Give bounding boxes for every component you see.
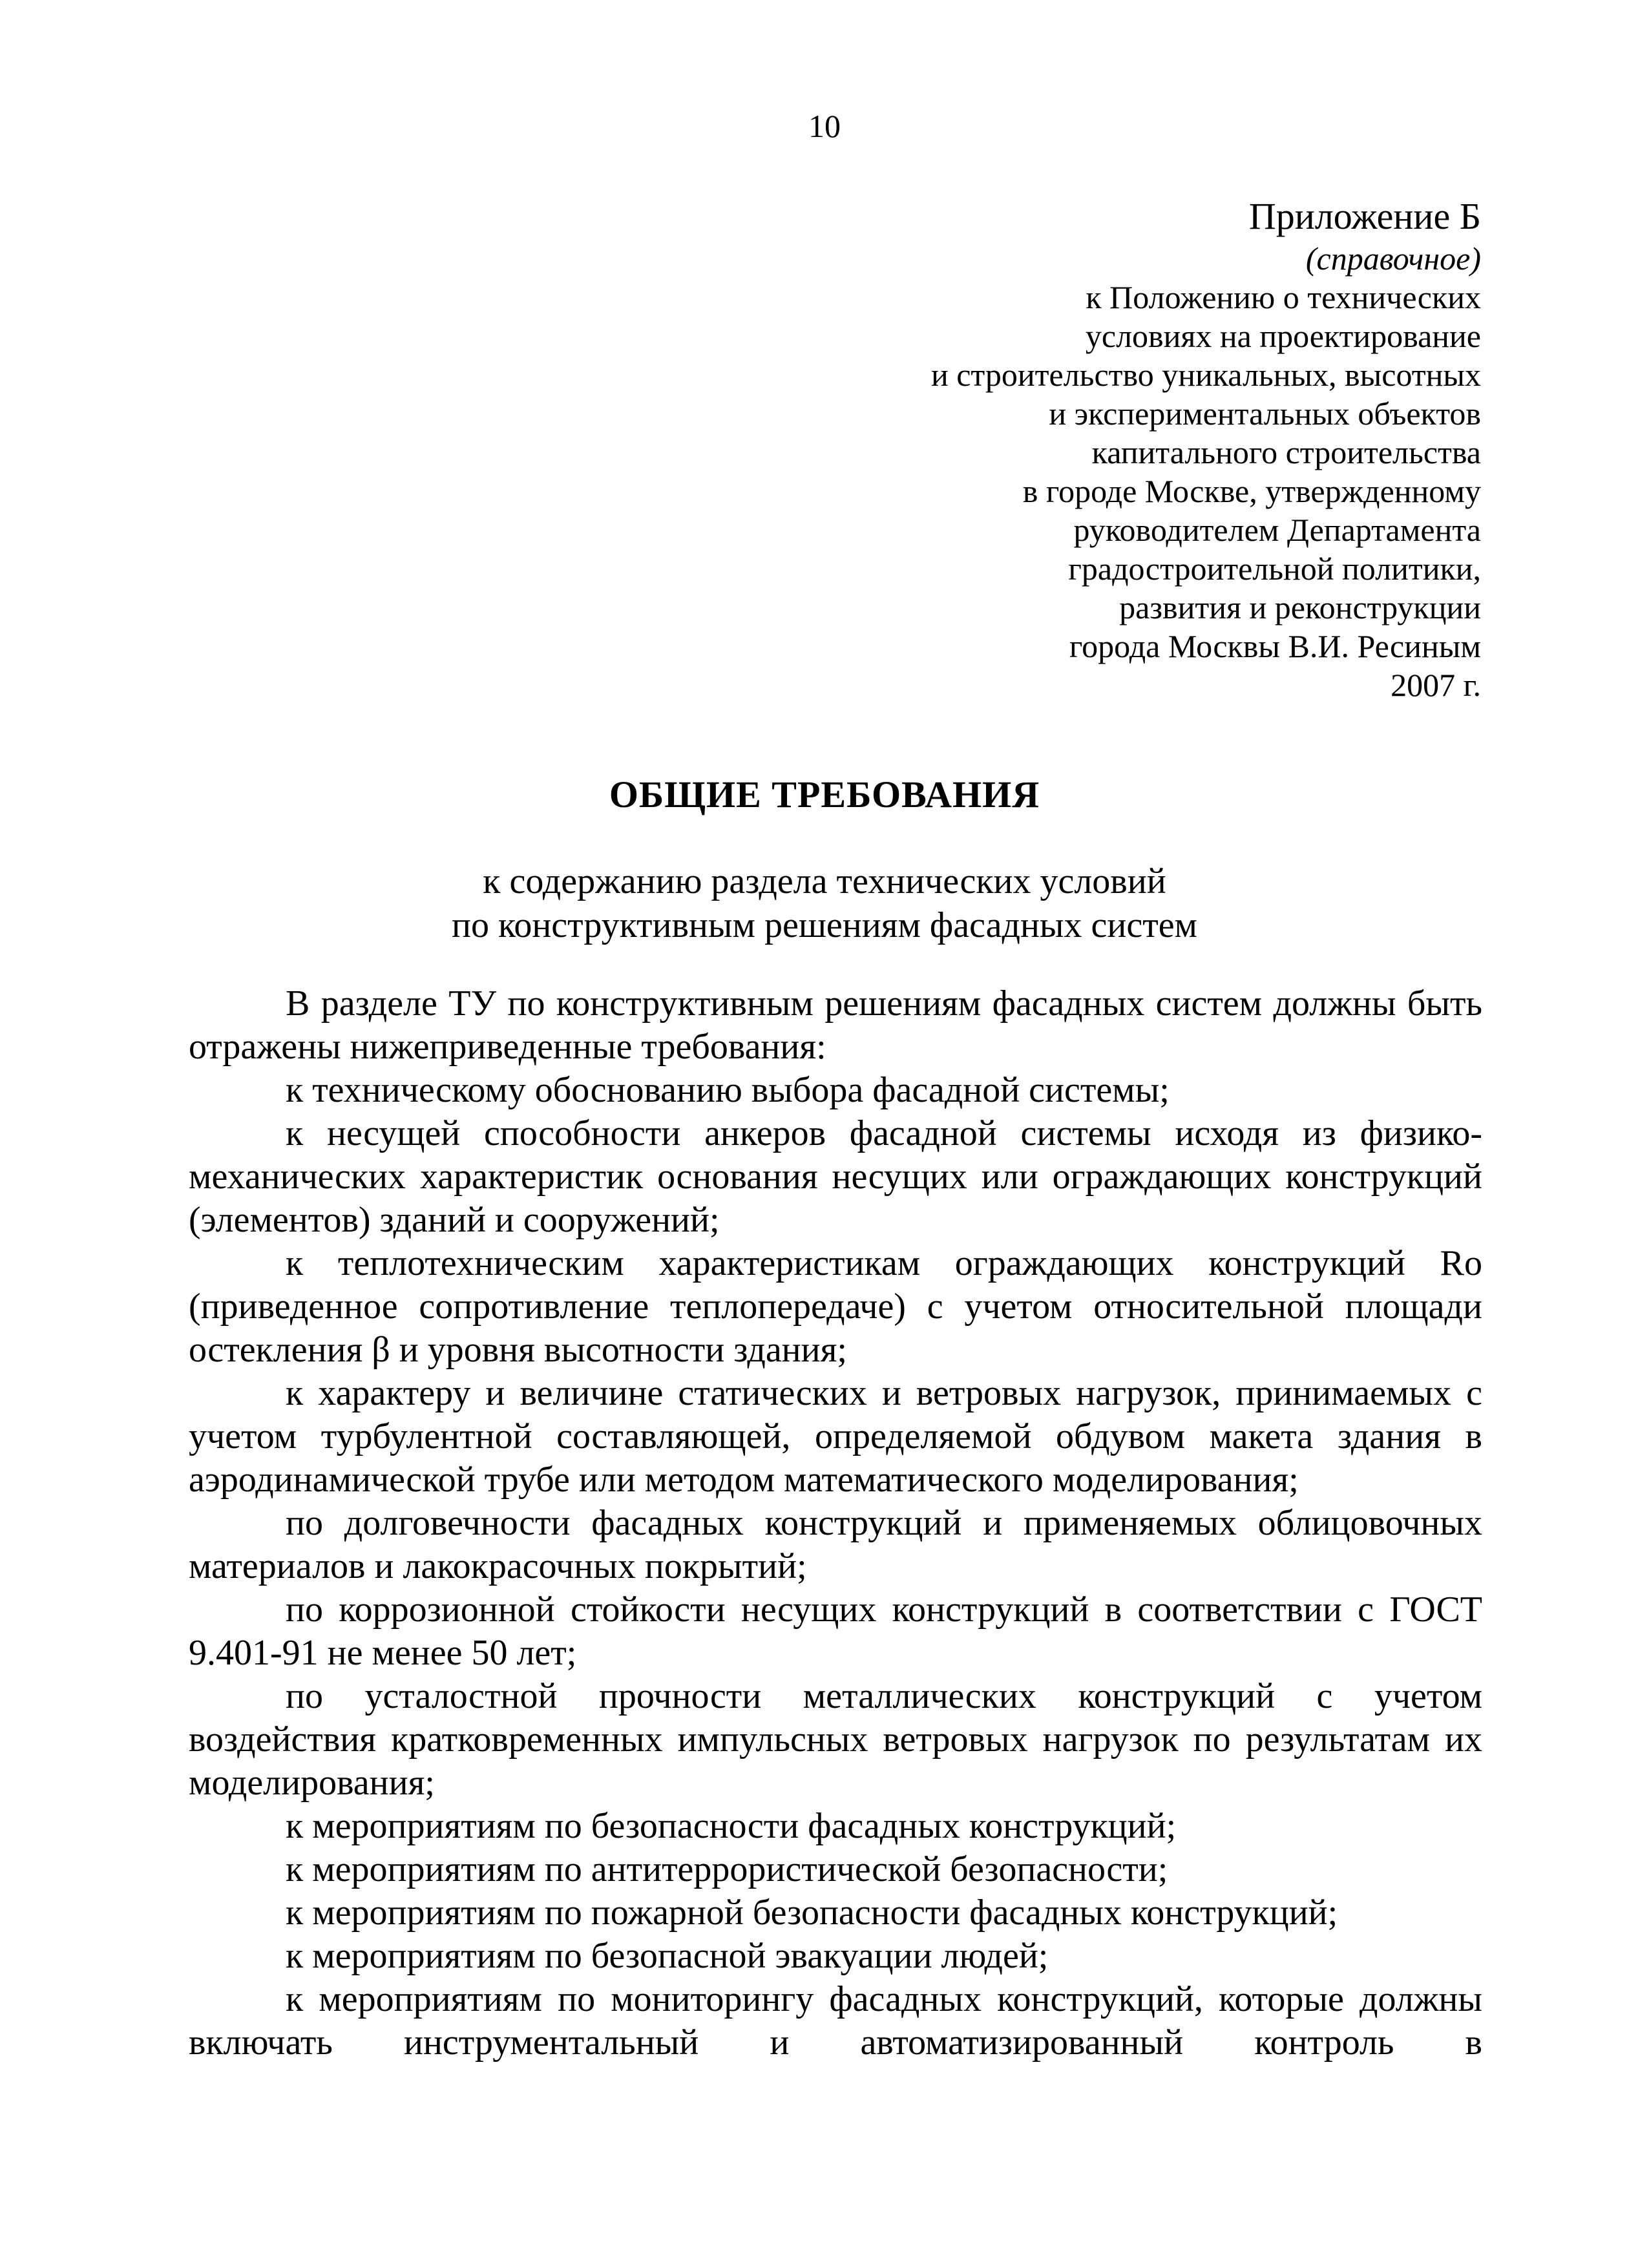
appendix-block: [576, 194, 1481, 704]
paragraph: В разделе ТУ по конструктивным решениям фасадных систем должны быть отражены нижеприведенные требования:: [189, 983, 1482, 1067]
document-subheading: [0, 859, 1649, 947]
paragraph: к мероприятиям по антитеррористической безопасности;: [286, 1849, 1168, 1889]
appendix-line: и строительство уникальных, высотных: [930, 357, 1481, 393]
paragraph: по усталостной прочности металлических конструкций с учетом воздействия кратковременных импульсных ветровых нагрузок по результатам их моделирования;: [189, 1676, 1482, 1803]
appendix-line: развития и реконструкции: [1119, 589, 1481, 625]
appendix-type: (справочное): [1305, 240, 1481, 277]
paragraph: к техническому обоснованию выбора фасадной системы;: [286, 1070, 1170, 1110]
appendix-line: руководителем Департамента: [1073, 512, 1481, 548]
paragraph: к мероприятиям по мониторингу фасадных конструкций, которые должны включать инструментальный и автоматизированный контроль в: [189, 1979, 1482, 2063]
appendix-title: Приложение Б: [1248, 195, 1481, 237]
appendix-line: условиях на проектирование: [1085, 318, 1481, 354]
paragraph: к мероприятиям по безопасности фасадных конструкций;: [286, 1806, 1177, 1846]
appendix-line: к Положению о технических: [1086, 279, 1481, 315]
appendix-line: города Москвы В.И. Ресиным: [1069, 628, 1481, 664]
paragraph: по коррозионной стойкости несущих конструкций в соответствии с ГОСТ 9.401-91 не менее 50 лет;: [189, 1590, 1482, 1673]
subheading-line-1: к содержанию раздела технических условий: [483, 861, 1166, 901]
paragraph: к несущей способности анкеров фасадной системы исходя из физико-механических характеристик основания несущих или ограждающих конструкций (элементов) зданий и сооружений;: [189, 1113, 1482, 1240]
appendix-line: градостроительной политики,: [1068, 551, 1481, 587]
paragraph: к теплотехническим характеристикам ограждающих конструкций Ro (приведенное сопротивление теплопередаче) с учетом относительной площади остекления β и уровня высотности здания;: [189, 1243, 1482, 1370]
paragraph: к мероприятиям по пожарной безопасности фасадных конструкций;: [286, 1893, 1338, 1933]
subheading-line-2: по конструктивным решениям фасадных систем: [452, 905, 1197, 945]
document-heading: ОБЩИЕ ТРЕБОВАНИЯ: [609, 773, 1040, 815]
paragraph: по долговечности фасадных конструкций и применяемых облицовочных материалов и лакокрасочных покрытий;: [189, 1503, 1482, 1586]
appendix-line: в городе Москве, утвержденному: [1022, 473, 1481, 509]
appendix-line: капитального строительства: [1091, 434, 1481, 470]
page-number: 10: [808, 108, 841, 144]
paragraph: к характеру и величине статических и ветровых нагрузок, принимаемых с учетом турбулентной составляющей, определяемой обдувом макета здания в аэродинамической трубе или методом математического моделирования;: [189, 1373, 1482, 1500]
appendix-date: 2007 г.: [1391, 667, 1481, 703]
appendix-line: и экспериментальных объектов: [1049, 395, 1481, 432]
paragraph: к мероприятиям по безопасной эвакуации людей;: [286, 1936, 1049, 1976]
body-text: [189, 982, 1482, 2064]
